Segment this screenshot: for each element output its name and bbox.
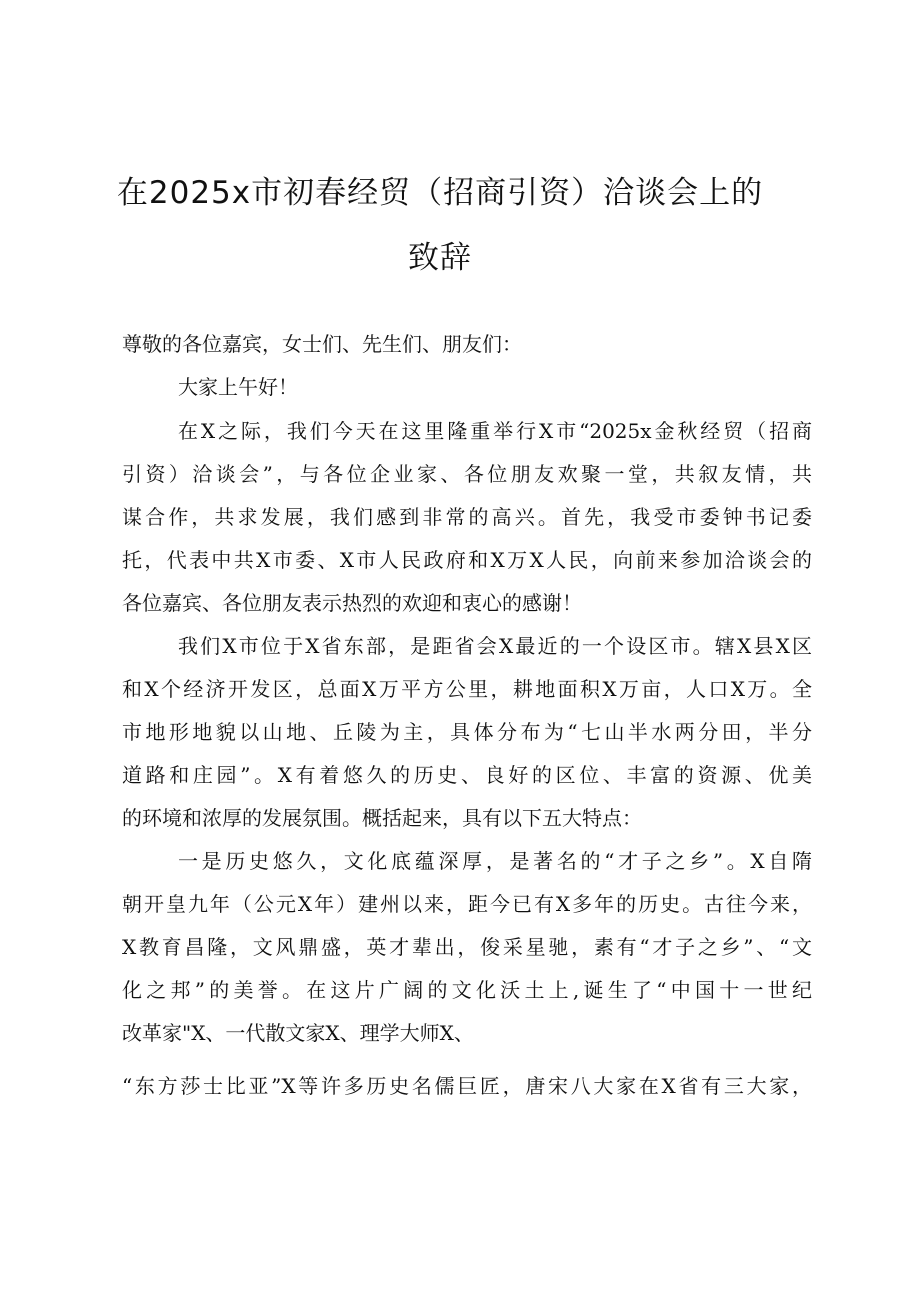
paragraph-line: 和X个经济开发区，总面X万平方公里，耕地面积X万亩，人口X万。全	[122, 677, 812, 701]
paragraph-line: 谋合作，共求发展，我们感到非常的高兴。首先，我受市委钟书记委	[122, 505, 812, 529]
document-title-line-1: 在2025x市初春经贸（招商引资）洽谈会上的	[116, 175, 764, 211]
paragraph-line: 道路和庄园”。X有着悠久的历史、良好的区位、丰富的资源、优美	[122, 763, 812, 787]
paragraph-line: “东方莎士比亚”X等许多历史名儒巨匠，唐宋八大家在X省有三大家，	[122, 1074, 812, 1098]
paragraph-line: 改革家"X、一代散文家X、理学大师X、	[122, 1021, 474, 1045]
paragraph-line: 朝开皇九年（公元X年）建州以来，距今已有X多年的历史。古往今来，	[122, 892, 812, 916]
paragraph-line: 托，代表中共X市委、X市人民政府和X万X人民，向前来参加洽谈会的	[122, 548, 812, 572]
paragraph-line: 一是历史悠久，文化底蕴深厚，是著名的“才子之乡”。X自隋	[178, 849, 812, 873]
salutation: 尊敬的各位嘉宾，女士们、先生们、朋友们：	[122, 332, 522, 356]
paragraph-line: 引资）洽谈会”，与各位企业家、各位朋友欢聚一堂，共叙友情，共	[122, 462, 812, 486]
greeting: 大家上午好！	[178, 375, 298, 399]
paragraph-line: X教育昌隆，文风鼎盛，英才辈出，俊采星驰，素有“才子之乡”、“文	[122, 935, 812, 959]
paragraph-line: 各位嘉宾、各位朋友表示热烈的欢迎和衷心的感谢！	[122, 591, 582, 615]
paragraph-line: 市地形地貌以山地、丘陵为主，具体分布为“七山半水两分田，半分	[122, 720, 812, 744]
paragraph-line: 化之邦”的美誉。在这片广阔的文化沃土上,诞生了“中国十一世纪	[122, 978, 812, 1002]
paragraph-line: 我们X市位于X省东部，是距省会X最近的一个设区市。辖X县X区	[178, 634, 812, 658]
paragraph-line: 的环境和浓厚的发展氛围。概括起来，具有以下五大特点：	[122, 806, 642, 830]
paragraph-line: 在X之际，我们今天在这里隆重举行X市“2025x金秋经贸（招商	[178, 419, 812, 443]
document-title-line-2: 致辞	[408, 240, 472, 276]
